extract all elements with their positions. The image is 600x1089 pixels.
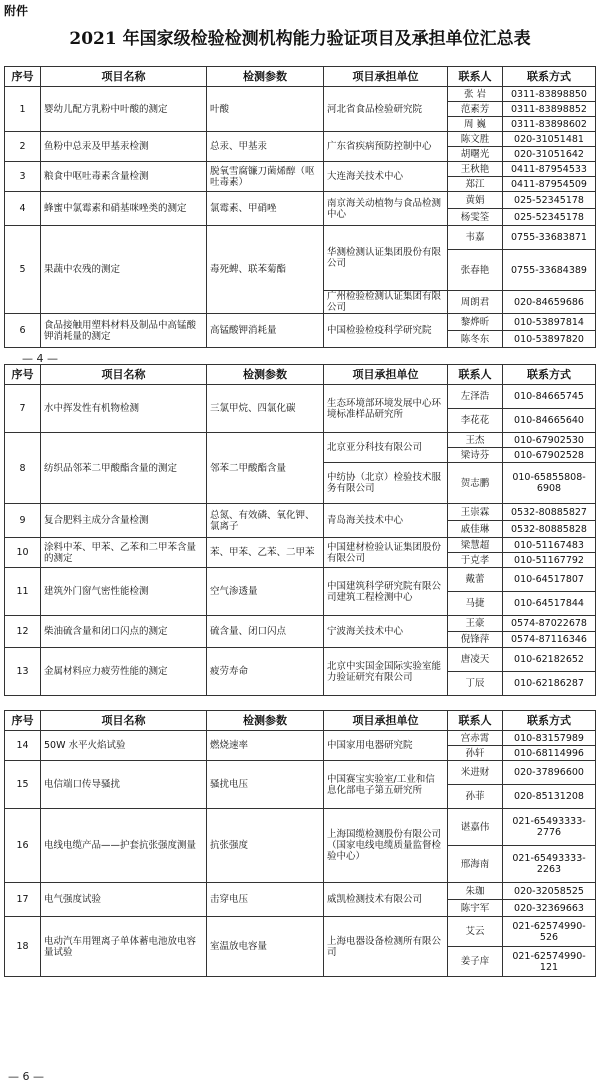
project-name: 食品接触用塑料材料及制品中高锰酸钾消耗量的测定 [41, 314, 207, 348]
contact-phone: 010-83157989 [503, 731, 596, 746]
contact-person: 梁慧超 [448, 538, 503, 553]
table-header-row [5, 67, 596, 87]
contact-person: 邢海南 [448, 846, 503, 883]
table-row [5, 809, 596, 846]
contact-person: 张春艳 [448, 250, 503, 291]
contact-phone: 0532-80885827 [503, 504, 596, 521]
column-header: 检测参数 [207, 365, 324, 385]
contact-phone: 010-84665745 [503, 385, 596, 409]
contact-phone: 0311-83898850 [503, 87, 596, 102]
test-parameter: 脱氧雪腐镰刀菌烯醇（呕吐毒素） [207, 162, 324, 192]
column-header: 项目承担单位 [324, 365, 448, 385]
contact-person: 贺志鹏 [448, 463, 503, 504]
contact-person: 胡曙光 [448, 147, 503, 162]
test-parameter: 毒死蜱、联苯菊酯 [207, 226, 324, 314]
test-parameter: 三氯甲烷、四氯化碳 [207, 385, 324, 433]
organizer-unit: 北京亚分科技有限公司 [324, 433, 448, 463]
column-header: 序号 [5, 711, 41, 731]
contact-phone: 020-84659686 [503, 291, 596, 314]
contact-person: 艾云 [448, 917, 503, 947]
row-seq: 18 [5, 917, 41, 977]
contact-phone: 010-53897814 [503, 314, 596, 331]
row-seq: 6 [5, 314, 41, 348]
contact-person: 米进财 [448, 761, 503, 785]
organizer-unit: 北京中实国金国际实验室能力验证研究有限公司 [324, 648, 448, 696]
project-name: 50W 水平火焰试验 [41, 731, 207, 761]
test-parameter: 氯霉素、甲硝唑 [207, 192, 324, 226]
contact-phone: 010-51167792 [503, 553, 596, 568]
project-name: 纺织品邻苯二甲酸酯含量的测定 [41, 433, 207, 504]
contact-phone: 010-67902528 [503, 448, 596, 463]
organizer-unit: 中国家用电器研究院 [324, 731, 448, 761]
column-header: 项目承担单位 [324, 711, 448, 731]
table-row [5, 883, 596, 900]
organizer-unit: 中国建筑科学研究院有限公司建筑工程检测中心 [324, 568, 448, 616]
organizer-unit: 华测检测认证集团股份有限公司 [324, 226, 448, 291]
column-header: 联系方式 [503, 711, 596, 731]
organizer-unit: 青岛海关技术中心 [324, 504, 448, 538]
contact-phone: 021-62574990-121 [503, 947, 596, 977]
row-seq: 15 [5, 761, 41, 809]
organizer-unit: 河北省食品检验研究院 [324, 87, 448, 132]
column-header: 联系人 [448, 365, 503, 385]
contact-person: 王秋艳 [448, 162, 503, 177]
row-seq: 4 [5, 192, 41, 226]
contact-person: 戚佳琳 [448, 521, 503, 538]
table-row [5, 433, 596, 448]
project-name: 金属材料应力疲劳性能的测定 [41, 648, 207, 696]
contact-person: 宫赤霄 [448, 731, 503, 746]
row-seq: 10 [5, 538, 41, 568]
organizer-unit: 南京海关动植物与食品检测中心 [324, 192, 448, 226]
contact-person: 黄娟 [448, 192, 503, 209]
table-row [5, 616, 596, 632]
column-header: 项目名称 [41, 67, 207, 87]
table-row [5, 504, 596, 521]
contact-phone: 0574-87116346 [503, 632, 596, 648]
contact-person: 倪锋萍 [448, 632, 503, 648]
row-seq: 17 [5, 883, 41, 917]
contact-phone: 010-62186287 [503, 672, 596, 696]
organizer-unit: 上海电器设备检测所有限公司 [324, 917, 448, 977]
contact-person: 杨雯筌 [448, 209, 503, 226]
contact-phone: 021-62574990-526 [503, 917, 596, 947]
organizer-unit: 上海国缆检测股份有限公司（国家电线电缆质量监督检验中心） [324, 809, 448, 883]
contact-phone: 020-37896600 [503, 761, 596, 785]
contact-phone: 010-62182652 [503, 648, 596, 672]
project-name: 柴油硫含量和闭口闪点的测定 [41, 616, 207, 648]
attachment-label: 附件 [4, 4, 29, 18]
contact-person: 黎烨昕 [448, 314, 503, 331]
project-name: 粮食中呕吐毒素含量检测 [41, 162, 207, 192]
contact-person: 张 岩 [448, 87, 503, 102]
contact-phone: 0574-87022678 [503, 616, 596, 632]
test-parameter: 燃烧速率 [207, 731, 324, 761]
contact-person: 周朗君 [448, 291, 503, 314]
summary-table-part-3 [4, 710, 596, 977]
contact-person: 范素芳 [448, 102, 503, 117]
contact-phone: 0311-83898852 [503, 102, 596, 117]
contact-person: 朱珈 [448, 883, 503, 900]
table-row [5, 385, 596, 409]
table-row [5, 132, 596, 147]
project-name: 鱼粉中总汞及甲基汞检测 [41, 132, 207, 162]
contact-phone: 0411-87954509 [503, 177, 596, 192]
contact-phone: 025-52345178 [503, 192, 596, 209]
contact-phone: 0411-87954533 [503, 162, 596, 177]
table-row [5, 162, 596, 177]
contact-person: 陈冬东 [448, 331, 503, 348]
page-number-bottom: — 6 — [8, 1070, 44, 1083]
contact-phone: 010-84665640 [503, 409, 596, 433]
contact-phone: 010-53897820 [503, 331, 596, 348]
contact-person: 李花花 [448, 409, 503, 433]
organizer-unit: 宁波海关技术中心 [324, 616, 448, 648]
contact-phone: 010-68114996 [503, 746, 596, 761]
contact-person: 韦嘉 [448, 226, 503, 250]
column-header: 检测参数 [207, 67, 324, 87]
row-seq: 8 [5, 433, 41, 504]
row-seq: 9 [5, 504, 41, 538]
contact-phone: 0532-80885828 [503, 521, 596, 538]
table-row [5, 761, 596, 785]
contact-person: 姜子庠 [448, 947, 503, 977]
row-seq: 16 [5, 809, 41, 883]
column-header: 序号 [5, 67, 41, 87]
contact-person: 周 巍 [448, 117, 503, 132]
test-parameter: 总汞、甲基汞 [207, 132, 324, 162]
organizer-unit: 中国赛宝实验室/工业和信息化部电子第五研究所 [324, 761, 448, 809]
contact-phone: 020-32369663 [503, 900, 596, 917]
contact-person: 于克孝 [448, 553, 503, 568]
column-header: 项目名称 [41, 365, 207, 385]
test-parameter: 抗张强度 [207, 809, 324, 883]
table-row [5, 87, 596, 102]
test-parameter: 击穿电压 [207, 883, 324, 917]
organizer-unit: 生态环境部环境发展中心环境标准样品研究所 [324, 385, 448, 433]
table-row [5, 917, 596, 947]
project-name: 蜂蜜中氯霉素和硝基咪唑类的测定 [41, 192, 207, 226]
test-parameter: 骚扰电压 [207, 761, 324, 809]
column-header: 联系人 [448, 711, 503, 731]
contact-person: 陈文胜 [448, 132, 503, 147]
contact-phone: 020-31051481 [503, 132, 596, 147]
test-parameter: 高锰酸钾消耗量 [207, 314, 324, 348]
page-number-middle: — 4 — [22, 352, 58, 365]
column-header: 联系方式 [503, 365, 596, 385]
row-seq: 12 [5, 616, 41, 648]
column-header: 联系方式 [503, 67, 596, 87]
contact-phone: 010-51167483 [503, 538, 596, 553]
contact-phone: 0755-33683871 [503, 226, 596, 250]
project-name: 电线电缆产品——护套抗张强度测量 [41, 809, 207, 883]
table-header-row [5, 365, 596, 385]
row-seq: 13 [5, 648, 41, 696]
contact-person: 陈宇军 [448, 900, 503, 917]
contact-phone: 010-65855808-6908 [503, 463, 596, 504]
organizer-unit: 大连海关技术中心 [324, 162, 448, 192]
organizer-unit: 威凯检测技术有限公司 [324, 883, 448, 917]
contact-person: 谌嘉伟 [448, 809, 503, 846]
table-row [5, 314, 596, 331]
contact-phone: 010-64517807 [503, 568, 596, 592]
test-parameter: 室温放电容量 [207, 917, 324, 977]
contact-phone: 020-32058525 [503, 883, 596, 900]
table-row [5, 226, 596, 250]
column-header: 检测参数 [207, 711, 324, 731]
row-seq: 14 [5, 731, 41, 761]
column-header: 序号 [5, 365, 41, 385]
contact-phone: 010-67902530 [503, 433, 596, 448]
row-seq: 1 [5, 87, 41, 132]
project-name: 水中挥发性有机物检测 [41, 385, 207, 433]
test-parameter: 邻苯二甲酸酯含量 [207, 433, 324, 504]
organizer-unit: 广东省疾病预防控制中心 [324, 132, 448, 162]
page-title: 2021 年国家级检验检测机构能力验证项目及承担单位汇总表 [69, 29, 531, 49]
row-seq: 7 [5, 385, 41, 433]
test-parameter: 硫含量、闭口闪点 [207, 616, 324, 648]
contact-phone: 025-52345178 [503, 209, 596, 226]
column-header: 项目承担单位 [324, 67, 448, 87]
table-row [5, 568, 596, 592]
organizer-unit: 中国建材检验认证集团股份有限公司 [324, 538, 448, 568]
table-header-row [5, 711, 596, 731]
test-parameter: 空气渗透量 [207, 568, 324, 616]
contact-person: 丁辰 [448, 672, 503, 696]
contact-phone: 0755-33684389 [503, 250, 596, 291]
table-row [5, 538, 596, 553]
contact-person: 孙菲 [448, 785, 503, 809]
project-name: 复合肥料主成分含量检测 [41, 504, 207, 538]
project-name: 电气强度试验 [41, 883, 207, 917]
test-parameter: 苯、甲苯、乙苯、二甲苯 [207, 538, 324, 568]
row-seq: 11 [5, 568, 41, 616]
project-name: 婴幼儿配方乳粉中叶酸的测定 [41, 87, 207, 132]
row-seq: 2 [5, 132, 41, 162]
test-parameter: 疲劳寿命 [207, 648, 324, 696]
organizer-unit: 中国检验检疫科学研究院 [324, 314, 448, 348]
table-row [5, 192, 596, 209]
table-row [5, 648, 596, 672]
contact-person: 马捷 [448, 592, 503, 616]
contact-phone: 010-64517844 [503, 592, 596, 616]
table-row [5, 731, 596, 746]
summary-table-part-1 [4, 66, 596, 348]
contact-person: 左泽浩 [448, 385, 503, 409]
column-header: 项目名称 [41, 711, 207, 731]
contact-person: 郑江 [448, 177, 503, 192]
contact-phone: 020-85131208 [503, 785, 596, 809]
test-parameter: 叶酸 [207, 87, 324, 132]
contact-person: 王杰 [448, 433, 503, 448]
row-seq: 3 [5, 162, 41, 192]
contact-phone: 021-65493333-2263 [503, 846, 596, 883]
contact-person: 唐凌天 [448, 648, 503, 672]
contact-person: 梁诗芬 [448, 448, 503, 463]
project-name: 建筑外门窗气密性能检测 [41, 568, 207, 616]
project-name: 电信端口传导骚扰 [41, 761, 207, 809]
contact-person: 戴蕾 [448, 568, 503, 592]
project-name: 电动汽车用锂离子单体蓄电池放电容量试验 [41, 917, 207, 977]
row-seq: 5 [5, 226, 41, 314]
contact-person: 孙轩 [448, 746, 503, 761]
organizer-unit: 广州检验检测认证集团有限公司 [324, 291, 448, 314]
summary-table-part-2 [4, 364, 596, 696]
test-parameter: 总氮、有效磷、氧化钾、氯离子 [207, 504, 324, 538]
column-header: 联系人 [448, 67, 503, 87]
organizer-unit: 中纺协（北京）检验技术服务有限公司 [324, 463, 448, 504]
project-name: 果蔬中农残的测定 [41, 226, 207, 314]
contact-phone: 021-65493333-2776 [503, 809, 596, 846]
contact-person: 王崇霖 [448, 504, 503, 521]
contact-person: 王豪 [448, 616, 503, 632]
contact-phone: 0311-83898602 [503, 117, 596, 132]
contact-phone: 020-31051642 [503, 147, 596, 162]
project-name: 涂料中苯、甲苯、乙苯和二甲苯含量的测定 [41, 538, 207, 568]
